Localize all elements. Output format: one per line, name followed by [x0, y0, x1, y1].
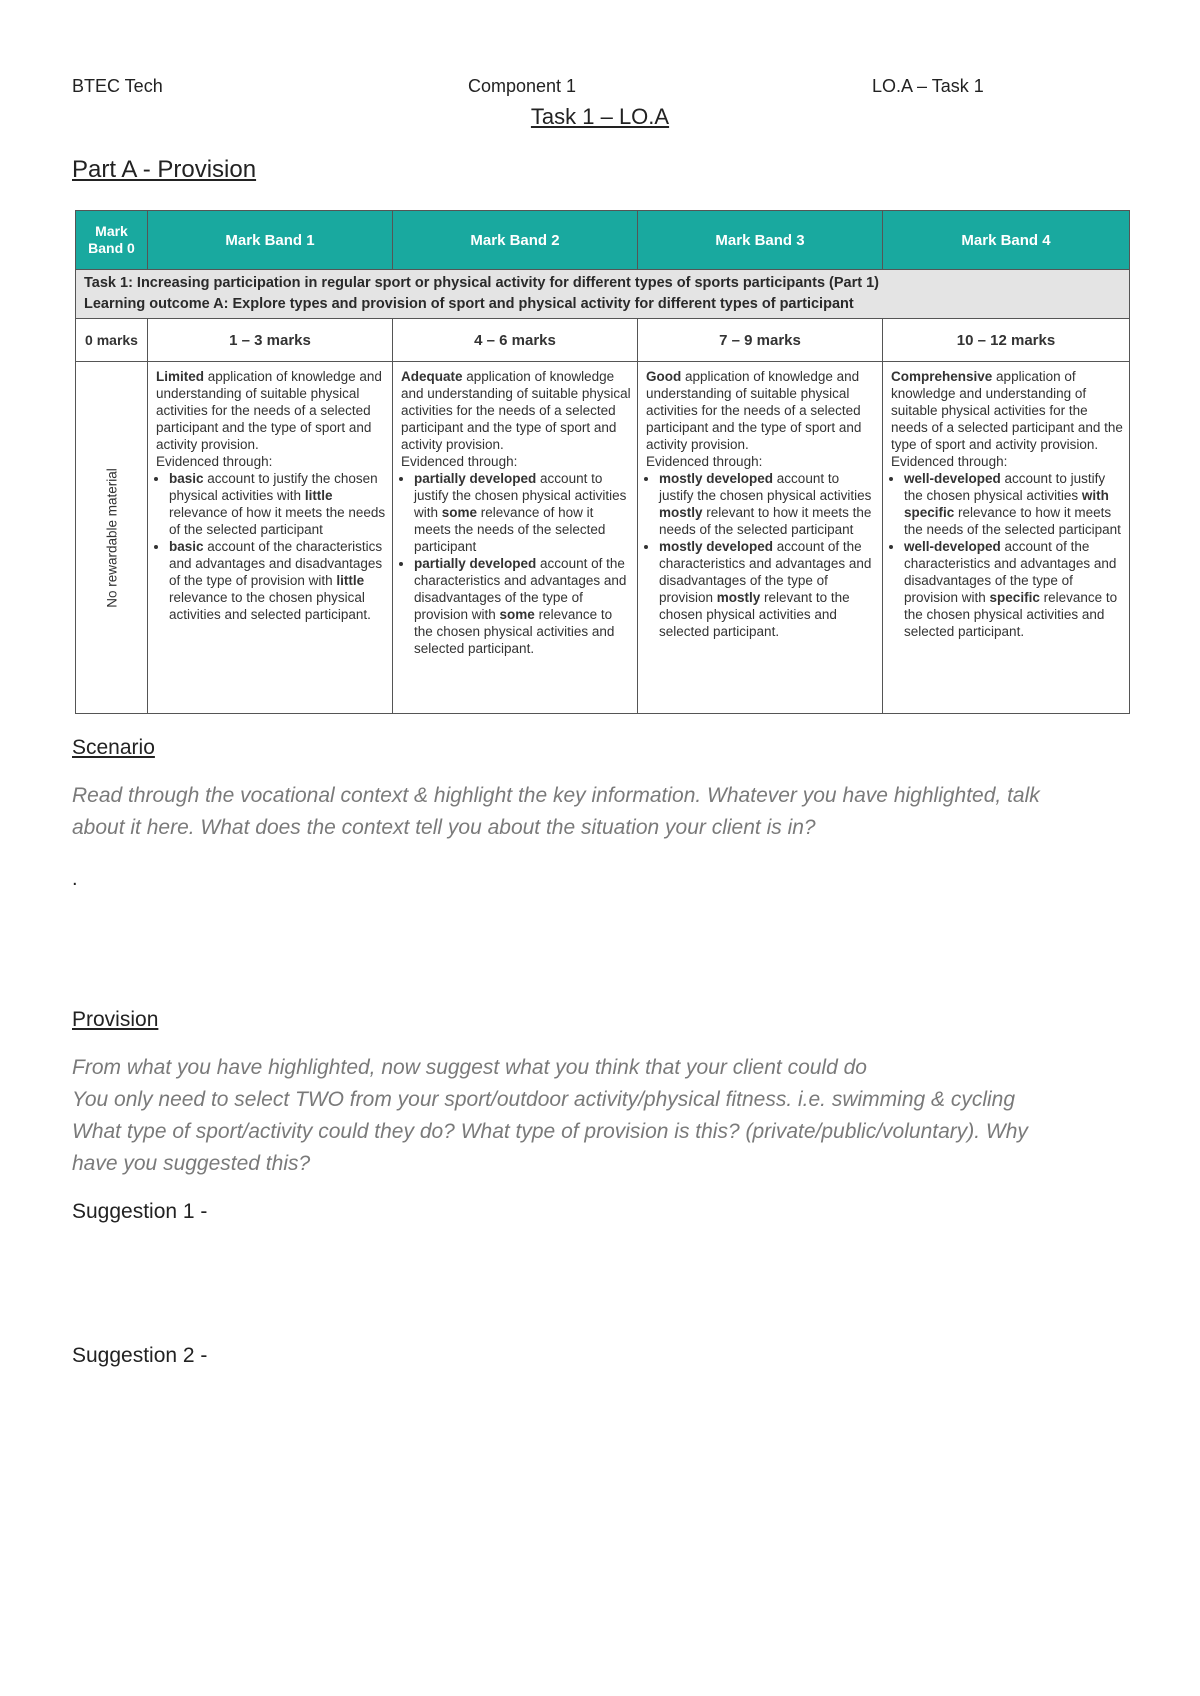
band-3-lead-bold: Good — [646, 369, 682, 384]
marks-row — [76, 319, 1130, 362]
text-phrase: account to justify the chosen physical activities with — [414, 471, 627, 520]
marks-1: 1 – 3 marks — [148, 319, 393, 362]
band-3-lead-rest: application of knowledge and understanding of suitable physical activities for the needs of a selected participant and the type of sport and activity provision. — [646, 369, 862, 452]
provision-prompt-line-4: have you suggested this? — [72, 1152, 311, 1175]
band-2-evidenced: Evidenced through: — [401, 454, 518, 469]
scenario-prompt-line-1: Read through the vocational context & highlight the key information. Whatever you have highlighted, talk — [72, 784, 1040, 807]
band-4-evidenced: Evidenced through: — [891, 454, 1008, 469]
band-3-bullets — [646, 470, 876, 640]
list-item — [414, 470, 631, 555]
band-header-2: Mark Band 2 — [393, 211, 638, 270]
band-2-lead-bold: Adequate — [401, 369, 463, 384]
bold-phrase: partially developed — [414, 556, 537, 571]
bold-phrase: mostly — [716, 590, 761, 605]
band-3-lead — [646, 368, 876, 453]
task-row — [76, 270, 1130, 319]
page-header — [72, 76, 1128, 100]
bold-phrase: mostly developed — [659, 471, 774, 486]
text-phrase: relevance of how it meets the needs of the selected participant — [169, 505, 386, 537]
bold-phrase: little — [336, 573, 365, 588]
list-item — [169, 538, 386, 623]
band-1-lead-rest: application of knowledge and understanding of suitable physical activities for the needs of a selected participant and the type of sport and activity provision. — [156, 369, 382, 452]
provision-prompt-line-3: What type of sport/activity could they do? What type of provision is this? (private/public/voluntary). Why — [72, 1120, 1028, 1143]
band-header-4: Mark Band 4 — [883, 211, 1130, 270]
band-3-descriptor — [638, 362, 883, 714]
band-4-descriptor — [883, 362, 1130, 714]
provision-prompt — [72, 1052, 1132, 1180]
bold-phrase: some — [441, 505, 478, 520]
provision-prompt-line-2: You only need to select TWO from your sport/outdoor activity/physical fitness. i.e. swimming & cycling — [72, 1088, 1016, 1111]
bold-phrase: basic — [169, 471, 204, 486]
bold-phrase: basic — [169, 539, 204, 554]
band-1-evidenced: Evidenced through: — [156, 454, 273, 469]
text-phrase: account to justify the chosen physical activities — [659, 471, 872, 503]
band-3-evidenced: Evidenced through: — [646, 454, 763, 469]
list-item — [904, 470, 1123, 538]
band-1-lead — [156, 368, 386, 453]
list-item — [659, 470, 876, 538]
marks-2: 4 – 6 marks — [393, 319, 638, 362]
header-left: BTEC Tech — [72, 76, 163, 96]
marks-0: 0 marks — [76, 319, 148, 362]
bold-phrase: with specific — [904, 488, 1109, 520]
bold-phrase: mostly — [659, 505, 703, 520]
bold-phrase: specific — [989, 590, 1040, 605]
text-phrase: relevance to the chosen physical activities and selected participant. — [414, 607, 615, 656]
band-1-descriptor — [148, 362, 393, 714]
suggestion-1-label[interactable]: Suggestion 1 - — [72, 1200, 208, 1223]
task-description — [76, 270, 1130, 319]
bold-phrase: well-developed — [904, 539, 1001, 554]
text-phrase: relevance to how it meets the needs of the selected participant — [904, 505, 1121, 537]
mark-band-table — [75, 210, 1130, 714]
task-line-2: Learning outcome A: Explore types and provision of sport and physical activity for different types of participant — [84, 296, 854, 312]
text-phrase: relevant to how it meets the needs of the selected participant — [659, 505, 872, 537]
band-header-3: Mark Band 3 — [638, 211, 883, 270]
list-item — [659, 538, 876, 640]
bold-phrase: mostly developed — [659, 539, 774, 554]
bold-phrase: little — [304, 488, 333, 503]
scenario-answer[interactable]: . — [72, 868, 78, 890]
band-header-1: Mark Band 1 — [148, 211, 393, 270]
list-item — [904, 538, 1123, 640]
page-title-text: Task 1 – LO.A — [530, 104, 670, 129]
text-phrase: account of the characteristics and advantages and disadvantages of the type of provision with — [414, 556, 627, 622]
task-line-1: Task 1: Increasing participation in regular sport or physical activity for different types of sports participants (Part 1) — [84, 275, 880, 291]
text-phrase: account to justify the chosen physical activities with — [169, 471, 378, 503]
band-4-lead-rest: application of knowledge and understanding of suitable physical activities for the needs of a selected participant and the type of sport and activity provision. — [891, 369, 1123, 452]
text-phrase: account to justify the chosen physical activities — [904, 471, 1106, 503]
bold-phrase: well-developed — [904, 471, 1001, 486]
header-center: Component 1 — [468, 76, 577, 96]
provision-heading: Provision — [72, 1008, 159, 1031]
band-2-lead — [401, 368, 631, 453]
text-phrase: relevant to the chosen physical activities and selected participant. — [659, 590, 850, 639]
no-reward-text: No rewardable material — [104, 467, 119, 608]
band-header-0: Mark Band 0 — [76, 211, 148, 270]
band-1-lead-bold: Limited — [156, 369, 205, 384]
part-heading: Part A - Provision — [72, 156, 257, 183]
band-2-bullets — [401, 470, 631, 657]
bold-phrase: some — [499, 607, 535, 622]
band-1-bullets — [156, 470, 386, 623]
text-phrase: relevance to the chosen physical activities and selected participant. — [904, 590, 1118, 639]
band-header-row — [76, 211, 1130, 270]
descriptor-row — [76, 362, 1130, 714]
list-item — [414, 555, 631, 657]
text-phrase: relevance to the chosen physical activities and selected participant. — [169, 590, 371, 622]
text-phrase: relevance of how it meets the needs of the selected participant — [414, 505, 606, 554]
header-right: LO.A – Task 1 — [872, 76, 984, 96]
scenario-prompt-line-2: about it here. What does the context tell you about the situation your client is in? — [72, 816, 816, 839]
suggestion-2-label[interactable]: Suggestion 2 - — [72, 1344, 208, 1367]
bold-phrase: partially developed — [414, 471, 537, 486]
marks-4: 10 – 12 marks — [883, 319, 1130, 362]
band-4-lead — [891, 368, 1123, 453]
band-4-lead-bold: Comprehensive — [891, 369, 993, 384]
band-4-bullets — [891, 470, 1123, 640]
page-title — [0, 104, 1200, 130]
scenario-heading: Scenario — [72, 736, 155, 759]
band-2-descriptor — [393, 362, 638, 714]
text-phrase: account of the characteristics and advantages and disadvantages of the type of provision with — [169, 539, 383, 588]
no-reward-cell — [76, 362, 148, 714]
text-phrase: account of the characteristics and advantages and disadvantages of the type of provision with — [904, 539, 1117, 605]
scenario-prompt — [72, 780, 1132, 844]
list-item — [169, 470, 386, 538]
provision-prompt-line-1: From what you have highlighted, now suggest what you think that your client could do — [72, 1056, 867, 1079]
band-2-lead-rest: application of knowledge and understanding of suitable physical activities for the needs of a selected participant and the type of sport and activity provision. — [401, 369, 631, 452]
marks-3: 7 – 9 marks — [638, 319, 883, 362]
text-phrase: account of the characteristics and advantages and disadvantages of the type of provision — [659, 539, 872, 605]
